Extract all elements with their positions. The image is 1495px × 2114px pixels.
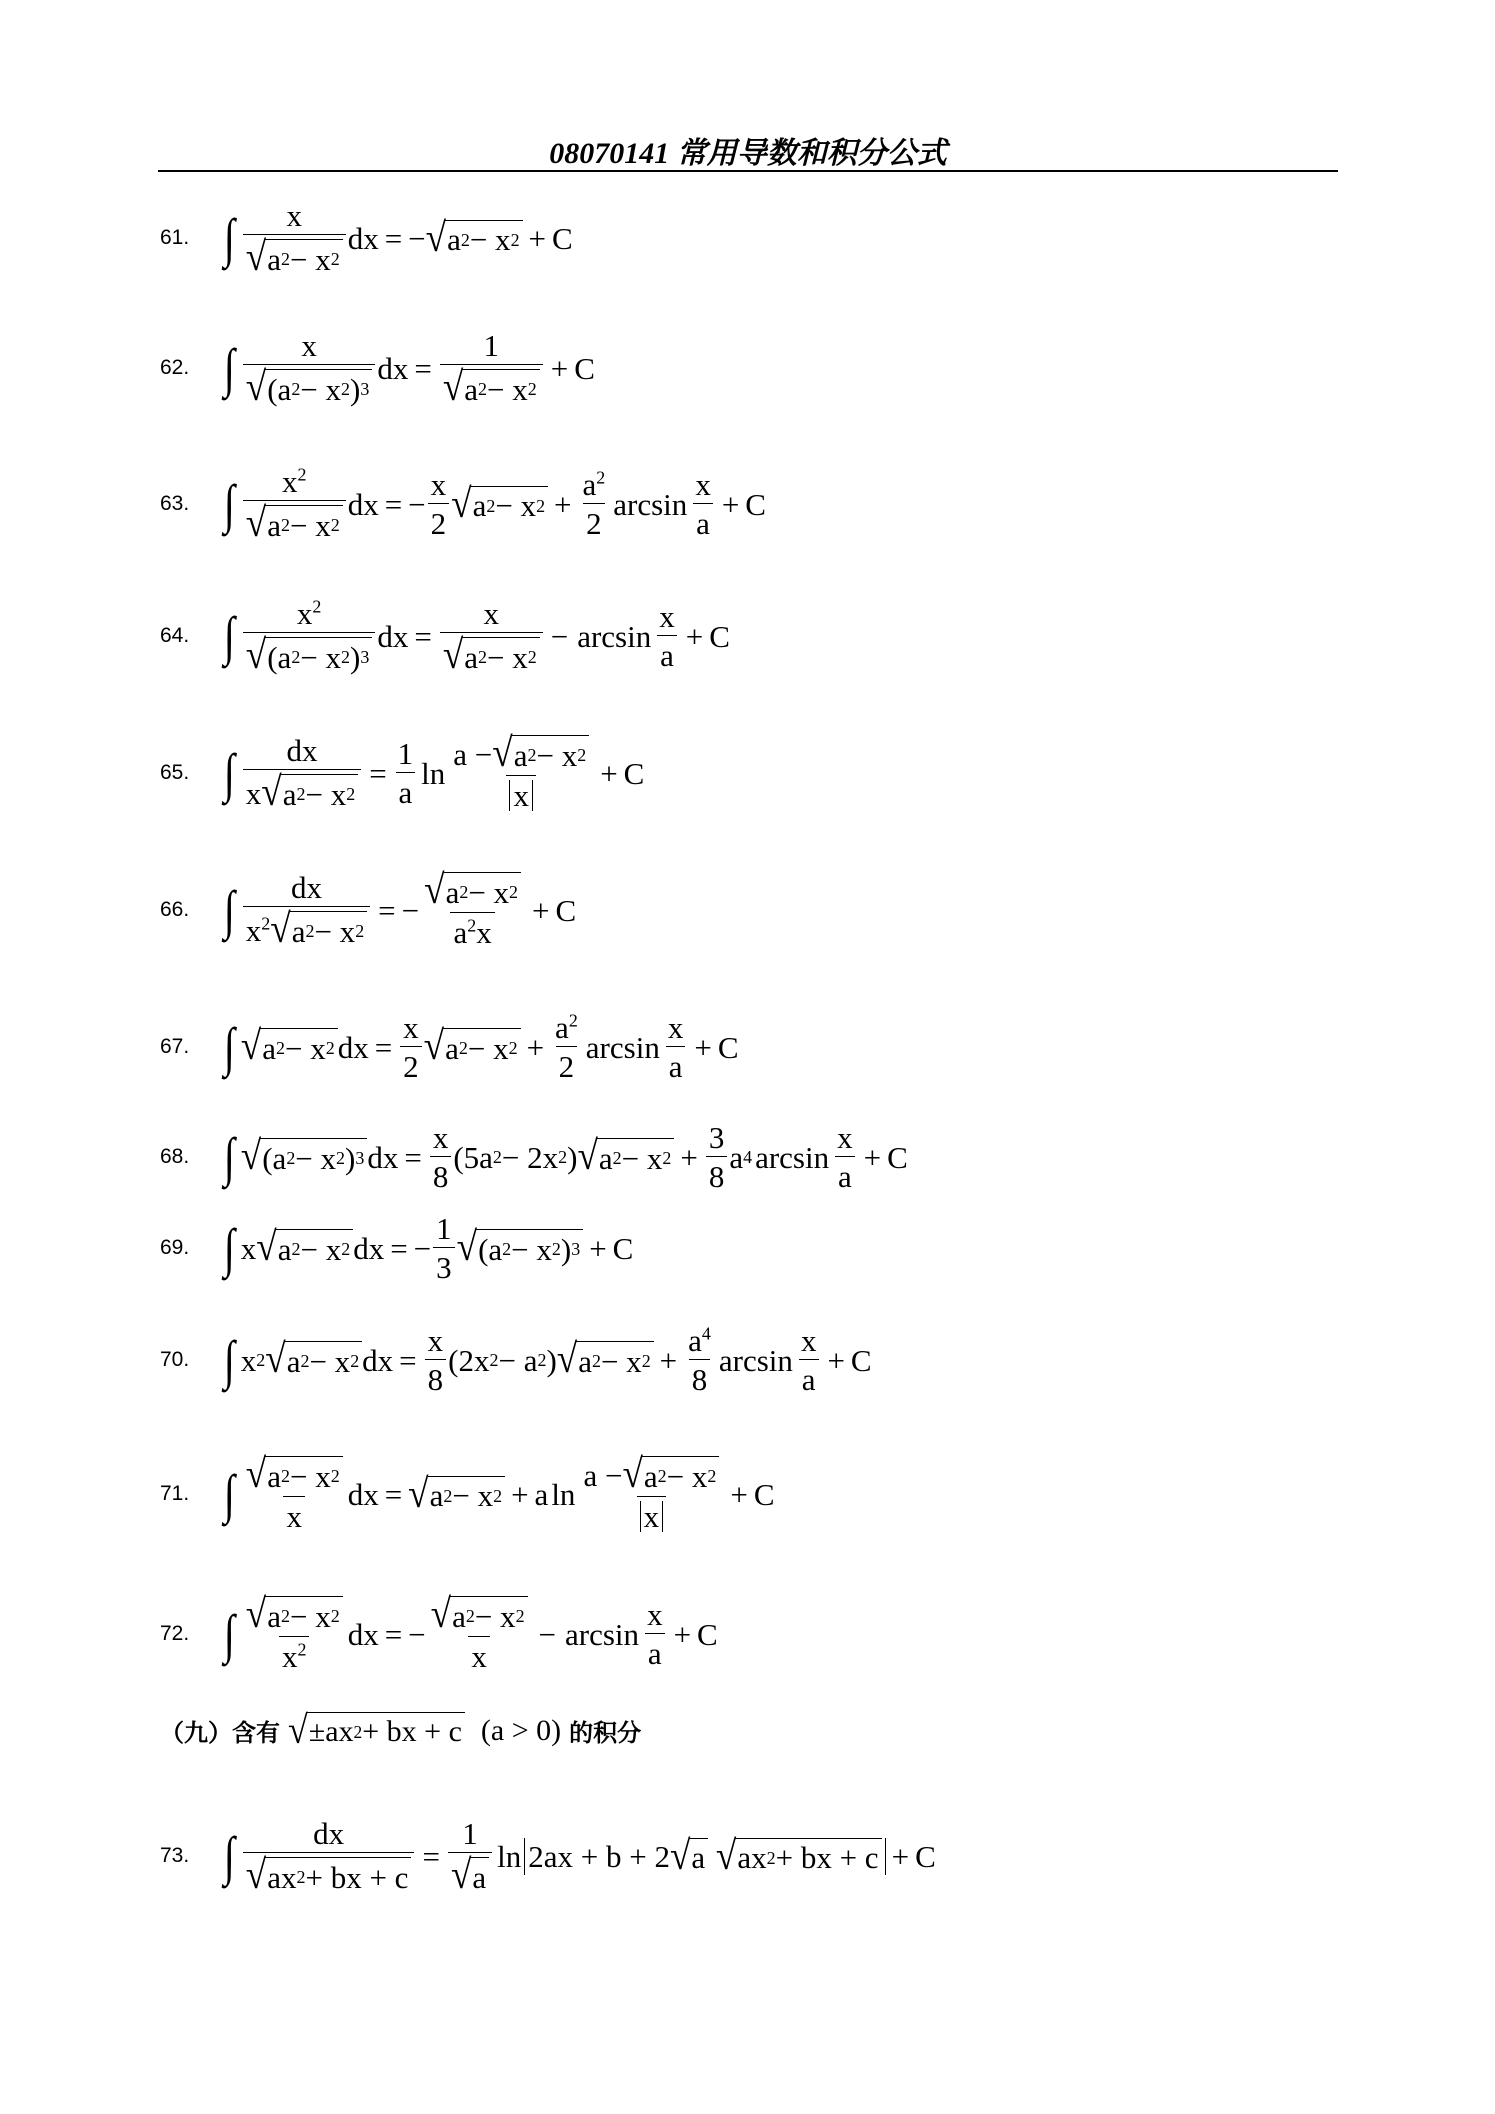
- formula-number: 63.: [160, 492, 190, 516]
- formula-number: 61.: [160, 226, 190, 250]
- formula-70: [160, 1325, 872, 1395]
- page-header: [158, 128, 1338, 172]
- formula-73: [160, 1816, 936, 1899]
- formula-number: 65.: [160, 761, 190, 785]
- formula-expression: ∫ √ a 2 − x 2 $x^2$ dx = − √ a 2 − x 2 x − arcsin $\frac{x}{a}$ + C: [223, 1591, 718, 1675]
- formula-64: [160, 596, 730, 679]
- formula-number: 70.: [160, 1348, 190, 1371]
- section-expression: √ ±ax 2 + bx + c: [288, 1712, 465, 1749]
- formula-expression: ∫ √ (a 2 − x 2 ) 3 dx = $\frac{x}{8}$ (5a 2 − 2x 2 ) √ a 2 − x 2 + $\frac{3}{8}$ a 4 arcsin $\frac{x}{a}$ + C: [223, 1120, 908, 1194]
- formula-expression: ∫ x 2 √ a 2 − x 2 dx = $\frac{x}{8}$ (2x 2 − a 2 ) √ a 2 − x 2 + $\frac{a^4}{8}$ arcsin $\frac{x}{a}$ + C: [223, 1323, 872, 1397]
- header-rule: [158, 170, 1338, 172]
- formula-65: [160, 730, 645, 816]
- formula-66: [160, 867, 577, 953]
- formula-expression: ∫ $x^2$ √ a 2 − x 2 dx = − $\frac{x}{2}$ √ a 2 − x 2 + $\frac{a^2}{2}$ arcsin $\frac{x}{a}$ + C: [223, 464, 766, 547]
- formula-number: 62.: [160, 356, 190, 380]
- formula-67: [160, 1012, 739, 1082]
- formula-number: 64.: [160, 624, 190, 648]
- formula-61: [160, 198, 573, 281]
- formula-expression: ∫ dx x √ a 2 − x 2 = $\frac{1}{a}$ ln a − √ a 2 − x 2 x + C: [223, 730, 645, 816]
- formula-72: [160, 1591, 718, 1675]
- formula-number: 67.: [160, 1035, 190, 1058]
- formula-number: 69.: [160, 1236, 190, 1259]
- formula-expression: ∫ √ a 2 − x 2 x dx = √ a 2 − x 2 + a ln a − √ a 2 − x 2 x + C: [223, 1451, 775, 1535]
- formula-expression: ∫ x √ a 2 − x 2 dx = − √ a 2 − x 2 + C: [223, 198, 573, 281]
- section-condition: (a > 0): [480, 1713, 562, 1747]
- formula-expression: ∫ dx √ ax 2 + bx + c = 1 √ a ln 2ax + b + 2 √ a √ ax 2 + bx + c + C: [223, 1816, 936, 1899]
- formula-number: 71.: [160, 1482, 190, 1506]
- formula-expression: ∫ dx $x^2$ √ a 2 − x 2 = − √ a 2 − x 2 $a^2x$ + C: [223, 867, 577, 953]
- formula-71: [160, 1451, 775, 1535]
- formula-expression: ∫ x √ (a 2 − x 2 ) 3 dx = 1 √ a 2 − x 2 + C: [223, 328, 595, 411]
- formula-63: [160, 464, 766, 547]
- section-suffix: 的积分: [569, 1719, 642, 1747]
- formula-expression: ∫ x √ a 2 − x 2 dx = − $\frac{1}{3}$ √ (a 2 − x 2 ) 3 + C: [223, 1211, 634, 1285]
- formula-expression: ∫ $x^2$ √ (a 2 − x 2 ) 3 dx = x √ a 2 − x 2 − arcsin $\frac{x}{a}$ + C: [223, 596, 730, 679]
- formula-number: 66.: [160, 898, 190, 922]
- formula-68: [160, 1122, 908, 1192]
- formula-expression: ∫ √ a 2 − x 2 dx = $\frac{x}{2}$ √ a 2 − x 2 + $\frac{a^2}{2}$ arcsin $\frac{x}{a}$ + C: [223, 1010, 739, 1084]
- section-prefix: （九）含有: [160, 1719, 280, 1747]
- page-title: 08070141 常用导数和积分公式: [549, 137, 947, 170]
- formula-62: [160, 328, 595, 411]
- section-heading-9: [160, 1707, 642, 1752]
- formula-number: 68.: [160, 1145, 190, 1168]
- formula-69: [160, 1213, 633, 1283]
- formula-number: 73.: [160, 1844, 190, 1868]
- formula-number: 72.: [160, 1622, 190, 1646]
